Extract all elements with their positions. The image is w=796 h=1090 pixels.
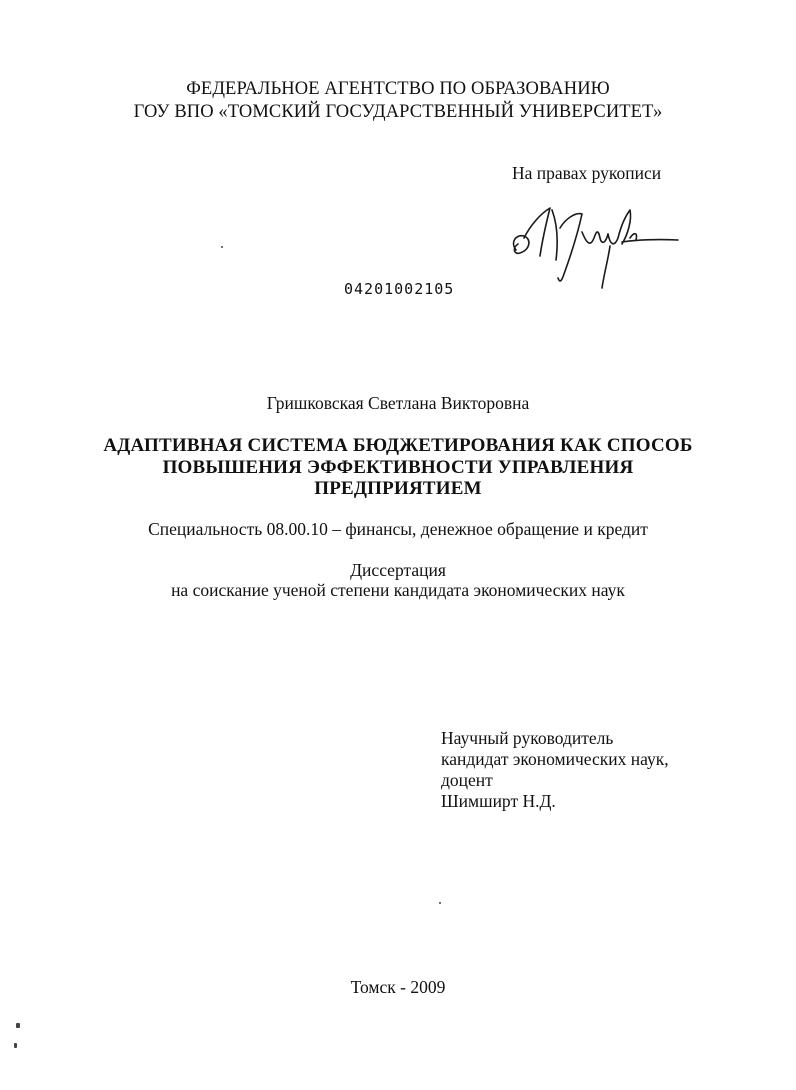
- title-line-3: ПРЕДПРИЯТИЕМ: [314, 478, 482, 499]
- handwritten-signature: [506, 198, 682, 294]
- manuscript-rights-note: На правах рукописи: [512, 163, 662, 183]
- scan-speck: [14, 1043, 17, 1048]
- supervisor-degree: кандидат экономических наук,: [441, 749, 669, 769]
- degree-purpose: на соискание ученой степени кандидата экономических наук: [171, 580, 625, 600]
- supervisor-rank: доцент: [441, 770, 493, 790]
- place-year: Томск - 2009: [350, 977, 446, 997]
- scan-speck: [16, 1023, 20, 1028]
- university-line: ГОУ ВПО «ТОМСКИЙ ГОСУДАРСТВЕННЫЙ УНИВЕРСИТЕТ»: [133, 102, 663, 122]
- title-line-1: АДАПТИВНАЯ СИСТЕМА БЮДЖЕТИРОВАНИЯ КАК СПОСОБ: [103, 435, 693, 456]
- supervisor-name: Шимширт Н.Д.: [441, 791, 556, 811]
- scan-speck: [439, 902, 441, 904]
- scan-speck: [221, 246, 223, 248]
- document-number: 04201002105: [344, 280, 455, 298]
- supervisor-role: Научный руководитель: [441, 728, 614, 748]
- specialty-line: Специальность 08.00.10 – финансы, денежное обращение и кредит: [148, 519, 648, 539]
- agency-line: ФЕДЕРАЛЬНОЕ АГЕНТСТВО ПО ОБРАЗОВАНИЮ: [186, 79, 610, 99]
- dissertation-label: Диссертация: [350, 560, 446, 580]
- title-line-2: ПОВЫШЕНИЯ ЭФФЕКТИВНОСТИ УПРАВЛЕНИЯ: [162, 457, 634, 478]
- author-name: Гришковская Светлана Викторовна: [266, 393, 530, 413]
